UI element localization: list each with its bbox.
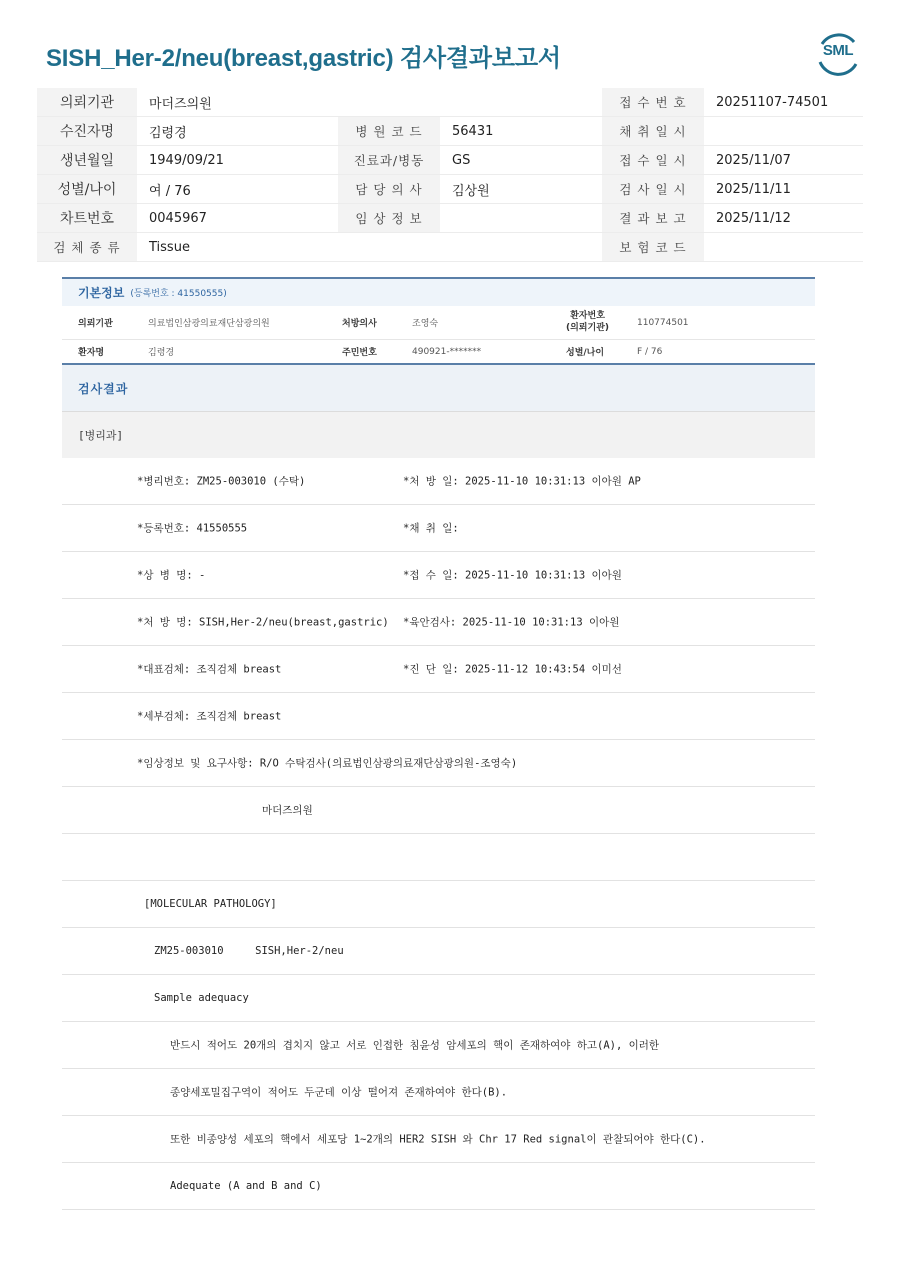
- label-patient-number-line2: (의뢰기관): [566, 323, 610, 333]
- molecular-id-row: [62, 928, 815, 975]
- info-label: 수진자명: [37, 117, 137, 146]
- info-label: 생년월일: [37, 146, 137, 175]
- result-left-field: *상 병 명: -: [137, 569, 206, 582]
- info-row: [37, 146, 863, 175]
- info-label: 결 과 보 고: [602, 204, 704, 233]
- molecular-pathology-header: [MOLECULAR PATHOLOGY]: [144, 898, 277, 910]
- info-label: 접 수 일 시: [602, 146, 704, 175]
- molecular-test-id: ZM25-003010 SISH,Her-2/neu: [154, 945, 344, 957]
- info-label: 검 사 일 시: [602, 175, 704, 204]
- registration-number: (등록번호 : 41550555): [130, 289, 227, 299]
- info-value: 김령경: [137, 117, 338, 146]
- result-right-field: *접 수 일: 2025-11-10 10:31:13 이아원: [403, 569, 622, 582]
- report-panel: [62, 277, 815, 1210]
- value-resident-number: 490921-*******: [412, 346, 482, 357]
- result-left-field: *대표검체: 조직검체 breast: [137, 663, 282, 676]
- basic-info-row: [62, 340, 815, 363]
- basic-info-title: 기본정보: [78, 286, 125, 300]
- label-patient-name: 환자명: [78, 348, 105, 358]
- result-right-field: *육안검사: 2025-11-10 10:31:13 이아원: [403, 616, 620, 629]
- info-label: [338, 88, 440, 117]
- info-value: 1949/09/21: [137, 146, 338, 175]
- value-prescribing-doctor: 조영숙: [412, 319, 439, 329]
- adequacy-title-row: [62, 975, 815, 1022]
- result-row: [62, 740, 815, 787]
- adequacy-line: 또한 비종양성 세포의 핵에서 세포당 1~2개의 HER2 SISH 와 Chr 17 Red signal이 관찰되어야 한다(C).: [170, 1133, 706, 1146]
- result-left-field: *임상정보 및 요구사항: R/O 수탁검사(의료법인삼광의료재단삼광의원-조영숙): [137, 757, 518, 770]
- info-value: 마더즈의원: [137, 88, 338, 117]
- clinic-name: 마더즈의원: [262, 804, 313, 817]
- info-label: 검 체 종 류: [37, 233, 137, 262]
- value-requesting-institution: 의료법인삼광의료재단삼광의원: [148, 319, 270, 329]
- info-value: [440, 88, 602, 117]
- info-value: [704, 117, 863, 146]
- patient-info-table: [37, 88, 863, 262]
- sml-logo: [814, 30, 862, 76]
- result-row: [62, 505, 815, 552]
- value-patient-name: 김령경: [148, 348, 175, 358]
- info-row: [37, 117, 863, 146]
- basic-info-row: [62, 306, 815, 340]
- sample-adequacy-title: Sample adequacy: [154, 992, 249, 1004]
- report-title: SISH_Her-2/neu(breast,gastric) 검사결과보고서: [46, 45, 561, 72]
- info-label: 채 취 일 시: [602, 117, 704, 146]
- result-left-field: *등록번호: 41550555: [137, 522, 248, 535]
- info-label: 보 험 코 드: [602, 233, 704, 262]
- logo-text: SML: [822, 42, 854, 59]
- info-value: 여 / 76: [137, 175, 338, 204]
- info-value: GS: [440, 146, 602, 175]
- info-label: 진료과/병동: [338, 146, 440, 175]
- info-label: [338, 233, 440, 262]
- info-label: 차트번호: [37, 204, 137, 233]
- label-sex-age: 성별/나이: [566, 348, 605, 358]
- result-row: [62, 458, 815, 505]
- label-patient-number-line1: 환자번호: [570, 311, 605, 321]
- label-patient-number: [566, 310, 609, 334]
- clinic-row: [62, 787, 815, 834]
- info-value: 2025/11/11: [704, 175, 863, 204]
- label-requesting-institution: 의뢰기관: [78, 319, 113, 329]
- adequacy-line: 반드시 적어도 20개의 겹치지 않고 서로 인접한 침윤성 암세포의 핵이 존재하여야 하고(A), 이러한: [170, 1039, 660, 1052]
- info-label: 임 상 정 보: [338, 204, 440, 233]
- info-label: 의뢰기관: [37, 88, 137, 117]
- info-value: [440, 204, 602, 233]
- info-value: Tissue: [137, 233, 338, 262]
- info-value: [440, 233, 602, 262]
- molecular-header-row: [62, 881, 815, 928]
- info-value: 56431: [440, 117, 602, 146]
- info-value: [704, 233, 863, 262]
- result-right-field: *처 방 일: 2025-11-10 10:31:13 이아원 AP: [403, 475, 641, 488]
- label-resident-number: 주민번호: [342, 348, 377, 358]
- info-label: 성별/나이: [37, 175, 137, 204]
- results-header: 검사결과: [62, 363, 815, 411]
- info-label: 담 당 의 사: [338, 175, 440, 204]
- adequacy-line: Adequate (A and B and C): [170, 1180, 322, 1192]
- result-row: [62, 599, 815, 646]
- result-row: [62, 693, 815, 740]
- adequacy-line-row: [62, 1022, 815, 1069]
- adequacy-line: 종양세포밀집구역이 적어도 두군데 이상 떨어져 존재하여야 한다(B).: [170, 1086, 508, 1099]
- info-row: [37, 88, 863, 117]
- info-value: 김상원: [440, 175, 602, 204]
- label-prescribing-doctor: 처방의사: [342, 319, 377, 329]
- info-value: 2025/11/07: [704, 146, 863, 175]
- info-value: 20251107-74501: [704, 88, 863, 117]
- result-left-field: *처 방 명: SISH,Her-2/neu(breast,gastric): [137, 616, 389, 629]
- info-value: 2025/11/12: [704, 204, 863, 233]
- result-row: [62, 552, 815, 599]
- adequacy-line-row: [62, 1163, 815, 1210]
- result-left-field: *세부검체: 조직검체 breast: [137, 710, 282, 723]
- basic-info-header: [62, 277, 815, 306]
- info-row: [37, 204, 863, 233]
- result-right-field: *채 취 일:: [403, 522, 459, 535]
- info-label: 접 수 번 호: [602, 88, 704, 117]
- info-row: [37, 175, 863, 204]
- result-left-field: *병리번호: ZM25-003010 (수탁): [137, 475, 306, 488]
- result-row: [62, 646, 815, 693]
- result-right-field: *진 단 일: 2025-11-12 10:43:54 이미선: [403, 663, 622, 676]
- adequacy-line-row: [62, 1069, 815, 1116]
- info-label: 병 원 코 드: [338, 117, 440, 146]
- department-header: [병리과]: [62, 411, 815, 458]
- info-row: [37, 233, 863, 262]
- value-patient-number: 110774501: [637, 317, 689, 328]
- blank-row: [62, 834, 815, 881]
- info-value: 0045967: [137, 204, 338, 233]
- adequacy-line-row: [62, 1116, 815, 1163]
- value-sex-age: F / 76: [637, 346, 663, 357]
